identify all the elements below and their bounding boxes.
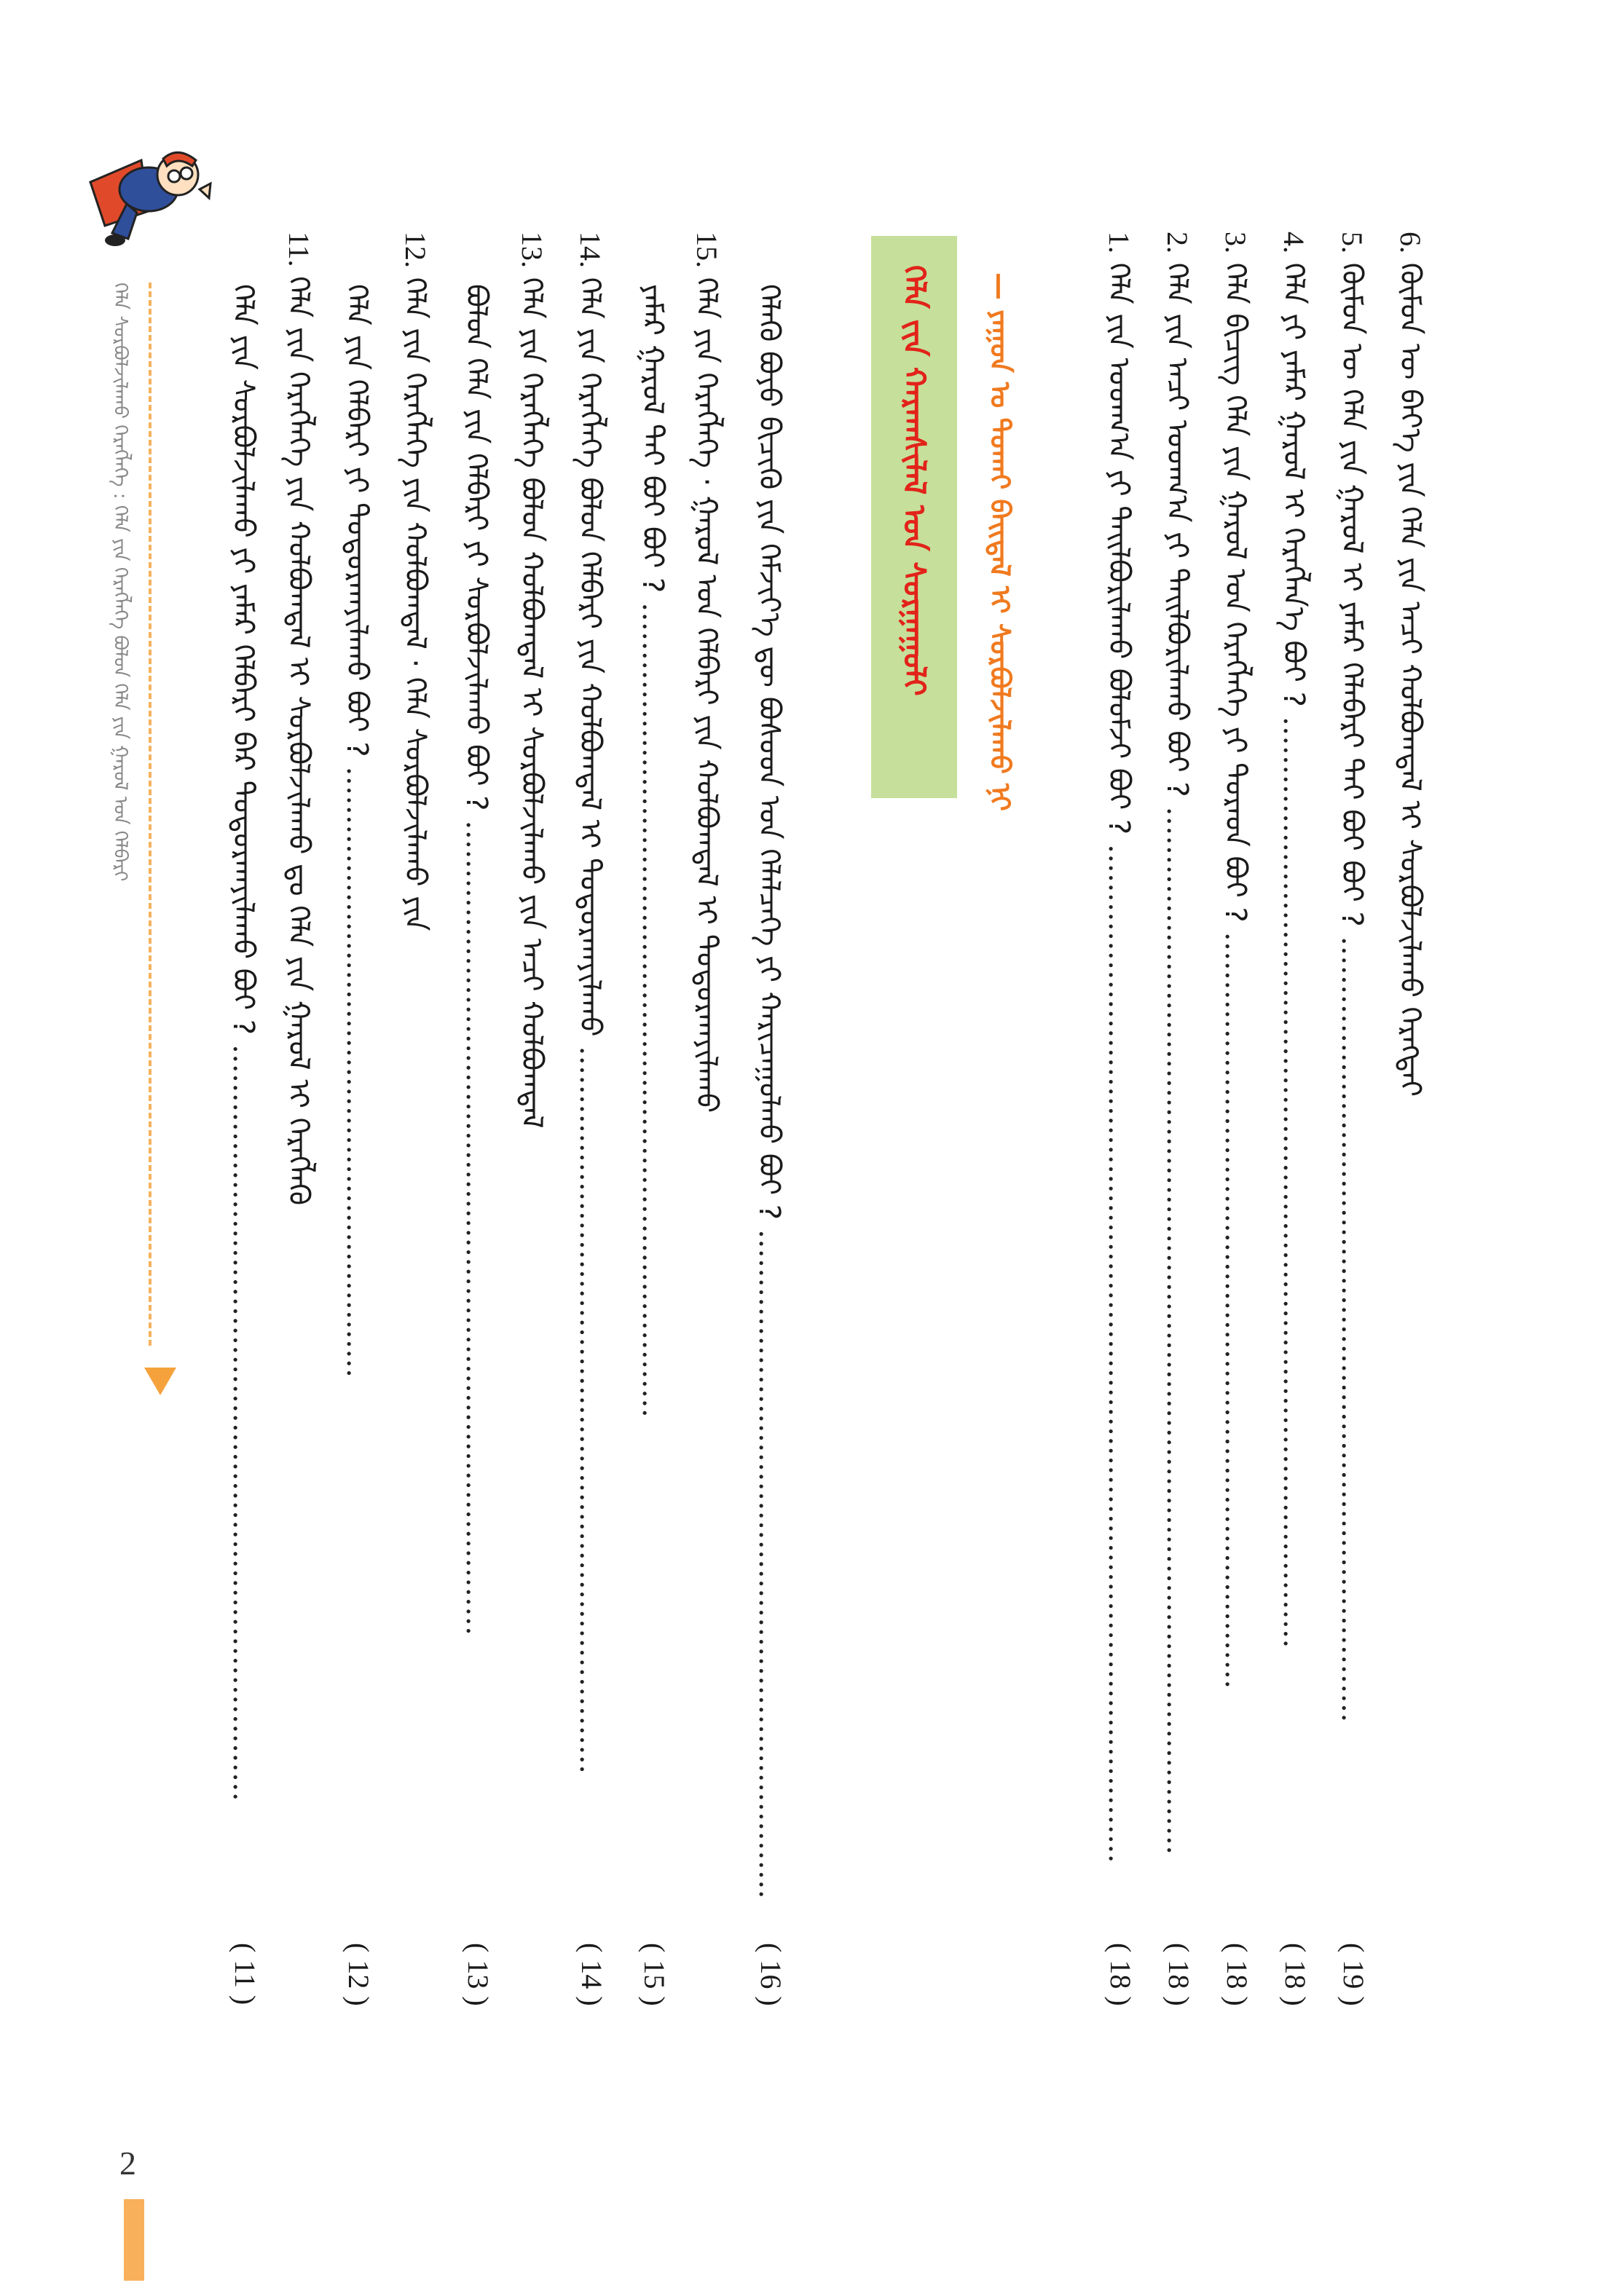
question-13 (514, 232, 549, 1129)
question-number: 15. (691, 232, 723, 268)
answer-dots: ……………………………………………………………………… (1335, 936, 1369, 1723)
question-text: ᠬᠦᠮᠦᠨ ᠦ ᠪᠡᠶ᠎ᠡ ᠶᠢᠨ ᠬᠡᠯᠡ ᠶᠢᠨ ᠠᠴᠢ ᠬᠣᠯᠪᠤᠭᠳᠠᠯ ᠢ ᠰᠤᠷᠪᠤᠯᠵᠢᠯᠠᠬᠤ ᠬᠡᠷᠡᠭᠲᠡᠢ (1393, 262, 1427, 1097)
score: ( 11 ) (229, 1943, 261, 2005)
answer-dots: …………………………………………………………………………………………… (1102, 843, 1136, 1863)
question-15-cont (635, 284, 670, 1418)
question-6 (1393, 232, 1428, 1097)
footer-dashed-line (149, 283, 152, 1346)
question-12-cont (339, 284, 374, 1378)
score: ( 18 ) (1221, 1943, 1254, 2006)
score: ( 16 ) (755, 1943, 787, 2006)
answer-dots: …………………………………………………………………… (227, 1044, 260, 1802)
question-number: 3. (1219, 232, 1252, 253)
question-text: ᠬᠡᠯᠡ ᠶᠢᠨ ᠰᠤᠷᠪᠤᠯᠵᠢᠯᠠᠬᠤ ᠶᠢ ᠶᠠᠮᠠᠷ ᠬᠡᠯᠪᠡᠷᠢ ᠪᠡᠷ ᠲᠣᠳᠤᠷᠬᠠᠶᠢᠯᠠᠬᠤ ᠪᠤᠢ ? (227, 284, 260, 1035)
question-text: ᠬᠡᠯᠡ ᠶᠢᠨ ᠬᠡᠷᠡᠭᠯᠡᠭᠡ ᠪᠣᠯᠣᠨ ᠬᠡᠯᠪᠡᠷᠢ ᠶᠢᠨ ᠬᠣᠯᠪᠤᠭᠳᠠᠯ ᠢ ᠲᠣᠳᠤᠷᠬᠠᠶᠢᠯᠠᠬᠤ (573, 277, 607, 1037)
footer-note: ᠬᠡᠯᠡ ᠰᠤᠷᠪᠤᠯᠵᠢᠯᠠᠬᠤ ᠬᠡᠷᠡᠭᠯᠡᠭᠡ : ᠬᠡᠯᠡ ᠶᠢᠨ ᠬᠡᠷᠡᠭᠯᠡᠭᠡ ᠪᠣᠯᠣᠨ ᠬᠡᠯᠡ ᠶᠢᠨ ᠭᠠᠷᠤᠯ ᠤᠨ ᠬᠡᠯᠪᠡᠷᠢ (109, 283, 131, 882)
section-title-box (871, 236, 957, 798)
question-15 (689, 232, 724, 1113)
answer-dots: ……………………………………………………… (340, 766, 374, 1378)
question-number: 13. (516, 232, 548, 268)
answer-dots: ………………………………………………………………… (573, 1046, 607, 1775)
question-text: ᠬᠡᠯᠡ ᠶᠢᠨ ᠬᠡᠷᠡᠭᠯᠡᠭᠡ ᠶᠢᠨ ᠬᠣᠯᠪᠤᠭᠳᠠᠯ ᠢ ᠰᠤᠷᠪᠤᠯᠵᠢᠯᠠᠬᠤ ᠳᠤ ᠬᠡᠯᠡ ᠶᠢᠨ ᠭᠠᠷᠤᠯ ᠢ ᠬᠡᠷᠡᠭᠯᠡᠬᠦ (282, 276, 315, 1206)
question-text: ᠬᠡᠯᠡ ᠶᠢᠨ ᠠᠴᠢ ᠤᠳᠬ᠎ᠠ ᠶᠢ ᠲᠠᠢᠯᠪᠤᠷᠢᠯᠠᠬᠤ ᠪᠤᠢ ? (1160, 262, 1194, 797)
question-number: 14. (574, 232, 607, 268)
question-text: ᠬᠡᠯᠡ ᠶᠢᠨ ᠬᠡᠷᠡᠭᠯᠡᠭᠡ ᠪᠣᠯᠣᠨ ᠬᠣᠯᠪᠤᠭᠳᠠᠯ ᠢ ᠰᠤᠷᠪᠤᠯᠵᠢᠯᠠᠬᠤ ᠶᠢᠨ ᠠᠴᠢ ᠬᠣᠯᠪᠤᠭᠳᠠᠯ (515, 277, 548, 1129)
answer-dots: ………………………………………………………………………… (460, 820, 493, 1636)
answer-dots: …………………………………………………………………… (1219, 931, 1252, 1689)
question-4 (1276, 232, 1311, 1649)
question-number: 2. (1161, 232, 1194, 253)
answer-dots: ……………………………………………………………………………………………… (1160, 806, 1194, 1855)
question-1 (1101, 232, 1136, 1863)
answer-dots: …………………………………………………………………………………… (1277, 716, 1310, 1649)
question-text: ᠬᠡᠯᠡ ᠶᠢᠨ ᠬᠡᠷᠡᠭᠯᠡᠭᠡ · ᠭᠠᠷᠤᠯ ᠤᠨ ᠬᠡᠯᠪᠡᠷᠢ ᠶᠢᠨ ᠬᠣᠯᠪᠤᠭᠳᠠᠯ ᠢ ᠲᠣᠳᠤᠷᠬᠠᠶᠢᠯᠠᠬᠤ (690, 277, 723, 1113)
question-text: ᠬᠡᠯᠡ ᠶᠢᠨ ᠤᠳᠬ᠎ᠠ ᠶᠢ ᠲᠠᠢᠯᠪᠤᠷᠢᠯᠠᠬᠤ ᠪᠣᠯᠤᠮᠵᠢ ᠪᠤᠢ ? (1102, 262, 1136, 835)
score: ( 18 ) (1162, 1943, 1195, 2006)
score: ( 19 ) (1337, 1943, 1370, 2006)
page-accent-bar (124, 2199, 144, 2281)
question-2 (1160, 232, 1195, 1855)
section-subtitle: — ᠶᠠᠭᠤᠨ ᠤ ᠲᠤᠬᠠᠢ ᠪᠠᠢᠳᠠᠯ ᠢ ᠰᠤᠷᠪᠤᠯᠵᠢᠯᠠᠬᠤ ᠨᠢ (984, 272, 1016, 811)
question-5 (1334, 232, 1369, 1722)
question-text: ᠬᠡᠯᠡ ᠶᠢᠨ ᠬᠡᠷᠡᠭᠯᠡᠭᠡ ᠶᠢᠨ ᠬᠣᠯᠪᠤᠭᠳᠠᠯ · ᠬᠡᠯᠡ ᠰᠤᠷᠪᠤᠯᠵᠢᠯᠠᠬᠤ ᠶᠢᠨ (398, 277, 432, 931)
question-11-cont (226, 284, 261, 1802)
question-11 (281, 232, 316, 1205)
score: ( 18 ) (1104, 1943, 1137, 2006)
question-number: 1. (1103, 232, 1136, 253)
score: ( 14 ) (575, 1943, 608, 2006)
question-16 (752, 284, 787, 1899)
question-text: ᠬᠡᠯᠡ ᠪᠢᠴᠢᠭ ᠬᠡᠯᠡ ᠶᠢᠨ ᠭᠠᠷᠤᠯ ᠤᠨ ᠬᠡᠷᠡᠭᠯᠡᠭᠡ ᠶᠢ ᠳᠤᠷᠠᠳ ᠪᠤᠢ ? (1219, 262, 1252, 923)
score: ( 13 ) (462, 1943, 495, 2006)
question-12 (398, 232, 433, 931)
question-text: ᠬᠦᠮᠦᠨ ᠦ ᠬᠡᠯᠡ ᠶᠢᠨ ᠭᠠᠷᠤᠯ ᠢ ᠶᠠᠮᠠᠷ ᠬᠡᠯᠡᠪᠡᠷᠢ ᠲᠠᠢ ᠪᠤᠢ ᠪᠤᠢ ? (1335, 262, 1369, 927)
page-number: 2 (119, 2145, 136, 2182)
score: ( 18 ) (1279, 1943, 1312, 2006)
question-number: 12. (399, 232, 432, 268)
question-14 (573, 232, 607, 1774)
question-number: 11. (283, 232, 315, 267)
triangle-marker-icon (144, 1368, 176, 1395)
question-13-cont (459, 284, 494, 1636)
score: ( 15 ) (638, 1943, 671, 2006)
question-3 (1218, 232, 1253, 1689)
question-text: ᠬᠡᠯᠡ ᠶᠢ ᠶᠠᠮᠠᠷ ᠭᠠᠷᠤᠯ ᠢ ᠬᠡᠷᠡᠭᠯᠡᠨ᠎ᠡ ᠪᠤᠢ ? (1277, 262, 1310, 707)
answer-dots: …………………………………………………………… (752, 1228, 786, 1899)
flying-boy-mascot-icon (61, 131, 214, 269)
score: ( 12 ) (342, 1943, 375, 2006)
section-title: ᠬᠡᠯᠡ ᠵᠢᠨ ᠬᠠᠷᠠᠭᠰᠢᠯᠠᠯ ᠤᠨ ᠰᠤᠷᠭᠠᠭᠤᠯᠢ (897, 265, 932, 696)
question-text: ᠶᠠᠮᠠᠷ ᠭᠠᠷᠤᠯ ᠲᠠᠢ ᠪᠤᠢ ᠪᠤᠢ ? (636, 284, 669, 593)
question-text: ᠬᠡᠯᠡᠬᠦ ᠪᠤᠶᠤ ᠪᠢᠴᠢᠬᠦ ᠶᠢᠨ ᠬᠡᠮᠵᠢᠶ᠎ᠡ ᠳᠦ ᠪᠤᠰᠤᠳ ᠤᠨ ᠬᠡᠯᠡᠯᠴᠡᠭᠡ ᠶᠢ ᠬᠠᠷᠢᠴᠠᠭᠤᠯᠬᠤ ᠪᠤᠢ ? (752, 284, 786, 1220)
question-text: ᠪᠣᠯᠣᠨ ᠬᠡᠯᠡ ᠶᠢᠨ ᠬᠡᠯᠪᠡᠷᠢ ᠶᠢ ᠰᠤᠷᠪᠤᠯᠵᠢᠯᠠᠬᠤ ᠪᠤᠢ ? (460, 284, 493, 811)
answer-dots: ………………………………………………………………………… (636, 601, 669, 1418)
question-text: ᠬᠡᠯᠡ ᠶᠢᠨ ᠬᠡᠯᠪᠡᠷᠢ ᠶᠢ ᠲᠣᠳᠤᠷᠬᠠᠶᠢᠯᠠᠬᠤ ᠪᠤᠢ ? (340, 284, 374, 757)
question-number: 6. (1394, 232, 1427, 253)
question-number: 4. (1278, 232, 1310, 253)
question-number: 5. (1336, 232, 1369, 253)
